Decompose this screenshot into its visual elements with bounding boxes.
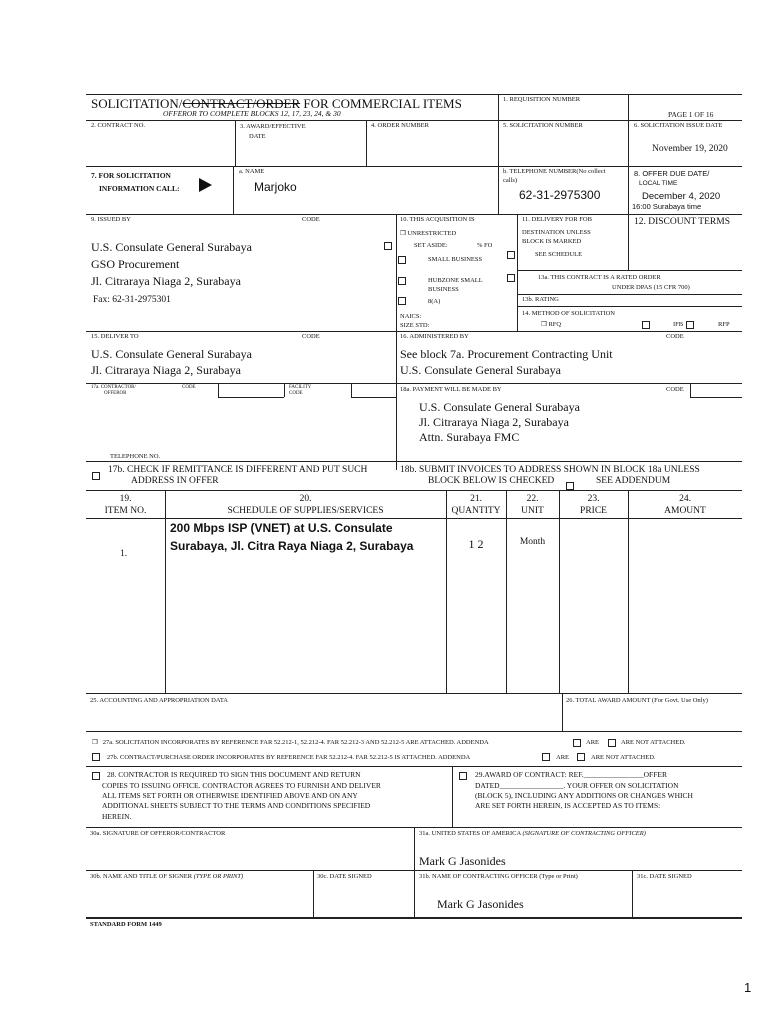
size-std-label: SIZE STD: <box>400 322 430 329</box>
see-schedule-label: SEE SCHEDULE <box>535 251 583 258</box>
item-number: 1. <box>120 549 128 559</box>
block-17a-code-label: CODE <box>182 385 196 390</box>
block-28-text-3: ALL ITEMS SET FORTH OR OTHERWISE IDENTIFIED ABOVE AND ON ANY <box>102 791 358 800</box>
block-11-label: 11. DELIVERY FOR FOB <box>522 216 592 223</box>
facility-code-label: FACILITY <box>289 385 312 390</box>
col-22-num: 22. <box>526 494 539 504</box>
deliver-to-line-2: Jl. Citraraya Niaga 2, Surabaya <box>91 363 241 377</box>
block-11-label-2: DESTINATION UNLESS <box>522 229 591 236</box>
hubzone-checkbox[interactable] <box>398 277 406 285</box>
8a-checkbox[interactable] <box>398 297 406 305</box>
27a-are-checkbox[interactable] <box>573 739 581 747</box>
block-30b-label: 30b. NAME AND TITLE OF SIGNER (TYPE OR PRINT) <box>90 873 244 880</box>
27a-are-label: ARE <box>586 739 599 746</box>
block-29-text-4: ARE SET FORTH HEREIN, IS ACCEPTED AS TO ITEMS: <box>475 801 661 810</box>
hubzone-label-2: BUSINESS <box>428 286 459 293</box>
col-24-num: 24. <box>679 494 691 504</box>
payment-by-line-2: Jl. Citraraya Niaga 2, Surabaya <box>419 415 569 429</box>
administered-by-line-1: See block 7a. Procurement Contracting Unit <box>400 347 613 361</box>
form-title: SOLICITATION/CONTRACT/ORDER FOR COMMERCIAL ITEMS <box>91 96 462 111</box>
naics-label: NAICS: <box>400 313 422 320</box>
block-18a-label: 18a. PAYMENT WILL BE MADE BY <box>400 386 502 393</box>
item-description-1: 200 Mbps ISP (VNET) at U.S. Consulate <box>170 521 393 535</box>
block-4-label: 4. ORDER NUMBER <box>371 122 429 129</box>
ifb-rfp-checkbox[interactable] <box>686 321 694 329</box>
block-10-label: 10. THIS ACQUISITION IS <box>400 216 475 223</box>
27a-are-not-checkbox[interactable] <box>608 739 616 747</box>
ifb-checkbox[interactable] <box>642 321 650 329</box>
col-21-num: 21. <box>470 494 482 504</box>
27b-checkbox[interactable] <box>92 753 100 761</box>
item-quantity: 1 2 <box>468 537 484 551</box>
block-28-text-2: COPIES TO ISSUING OFFICE. CONTRACTOR AGREES TO FURNISH AND DELIVER <box>102 781 381 790</box>
block-18a-code-label: CODE <box>666 386 684 393</box>
block-9-label: 9. ISSUED BY <box>91 216 131 223</box>
block-18b-text-2: BLOCK BELOW IS CHECKED <box>428 476 555 486</box>
8a-label: 8(A) <box>428 298 441 305</box>
issued-by-fax: Fax: 62-31-2975301 <box>93 295 171 305</box>
block-17b-text-2: ADDRESS IN OFFER <box>131 476 219 486</box>
block-7b-label-2: calls) <box>503 177 518 184</box>
block-16-code-label: CODE <box>666 333 684 340</box>
block-17a-label: 17a. CONTRACTOR/ <box>91 385 136 390</box>
block-3-label: 3. AWARD/EFFECTIVE <box>240 123 306 130</box>
issued-by-line-3: Jl. Citraraya Niaga 2, Surabaya <box>91 274 241 288</box>
block-28-checkbox[interactable] <box>92 772 100 780</box>
block-28-text-5: HEREIN. <box>102 812 132 821</box>
small-business-label: SMALL BUSINESS <box>428 256 483 263</box>
block-5-label: 5. SOLICITATION NUMBER <box>503 122 583 129</box>
block-31b-label: 31b. NAME OF CONTRACTING OFFICER (Type or Print) <box>419 873 578 880</box>
block-7a-label: a. NAME <box>239 168 265 175</box>
27a-are-not-label: ARE NOT ATTACHED. <box>621 739 686 746</box>
block-13a-label: 13a. THIS CONTRACT IS A RATED ORDER <box>538 274 661 281</box>
unrestricted-option[interactable]: ❒ UNRESTRICTED <box>400 230 457 237</box>
block-26-label: 26. TOTAL AWARD AMOUNT (For Govt. Use Only) <box>566 697 708 704</box>
form-subtitle: OFFEROR TO COMPLETE BLOCKS 12, 17, 23, 24, & 30 <box>163 109 341 118</box>
block-6-label: 6. SOLICITATION ISSUE DATE <box>634 122 723 129</box>
block-12-label: 12. DISCOUNT TERMS <box>634 217 730 227</box>
rated-order-checkbox[interactable] <box>507 274 515 282</box>
block-7-label: 7. FOR SOLICITATION <box>91 171 171 180</box>
block-15-code-label: CODE <box>302 333 320 340</box>
block-17a-label-2: OFFEROR <box>104 391 127 396</box>
contracting-officer-signature[interactable]: Mark G Jasonides <box>419 854 506 868</box>
block-8-label: 8. OFFER DUE DATE/ <box>634 169 710 178</box>
contact-telephone[interactable]: 62-31-2975300 <box>519 188 601 202</box>
col-23-num: 23. <box>587 494 600 504</box>
item-description-2: Surabaya, Jl. Citra Raya Niaga 2, Surabaya <box>170 539 414 553</box>
block-16-label: 16. ADMINISTERED BY <box>400 333 469 340</box>
block-15-label: 15. DELIVER TO <box>91 333 139 340</box>
block-17b-text: 17b. CHECK IF REMITTANCE IS DIFFERENT AND PUT SUCH <box>108 465 368 475</box>
hubzone-label: HUBZONE SMALL <box>428 277 483 284</box>
administered-by-line-2: U.S. Consulate General Surabaya <box>400 363 561 377</box>
issued-by-line-2: GSO Procurement <box>91 257 180 271</box>
col-24-label: AMOUNT <box>664 506 706 516</box>
block-27a: ❒ 27a. SOLICITATION INCORPORATES BY REFERENCE FAR 52.212-1, 52.212-4. FAR 52.212-3 AND 52.212-5 ARE ATTACHED. ADDENDA <box>92 739 489 746</box>
block-29-checkbox[interactable] <box>459 772 467 780</box>
offer-due-time[interactable]: 16:00 Surabaya time <box>632 202 702 211</box>
col-20-num: 20. <box>299 494 312 504</box>
block-14-label: 14. METHOD OF SOLICITATION <box>522 310 616 317</box>
block-29-text-2: DATED_________________. YOUR OFFER ON SOLICITATION <box>475 781 679 790</box>
col-21-label: QUANTITY <box>451 506 501 516</box>
block-8-label-2: LOCAL TIME <box>639 180 678 187</box>
set-aside-checkbox[interactable] <box>384 242 392 250</box>
block-31a-label: 31a. UNITED STATES OF AMERICA (SIGNATURE OF CONTRACTING OFFICER) <box>419 830 646 837</box>
delivery-fob-checkbox[interactable] <box>507 251 515 259</box>
ifb-label: IFB <box>673 321 684 328</box>
block-29-text-1: 29.AWARD OF CONTRACT: REF.________________OFFER <box>475 770 667 779</box>
block-18b-text-3: SEE ADDENDUM <box>596 476 671 486</box>
offer-due-date[interactable]: December 4, 2020 <box>642 191 721 202</box>
telephone-label: TELEPHONE NO. <box>110 453 161 460</box>
col-19-label: ITEM NO. <box>104 506 147 516</box>
rfq-option[interactable]: ❒ RFQ <box>541 321 562 328</box>
block-30a-label: 30a. SIGNATURE OF OFFEROR/CONTRACTOR <box>90 830 226 837</box>
block-25-label: 25. ACCOUNTING AND APPROPRIATION DATA <box>90 697 228 704</box>
rfp-label: RFP <box>718 321 730 328</box>
facility-code-label-2: CODE <box>289 391 303 396</box>
block-28-text-1: 28. CONTRACTOR IS REQUIRED TO SIGN THIS DOCUMENT AND RETURN <box>107 770 361 779</box>
block-1-label: 1. REQUISITION NUMBER <box>503 96 581 103</box>
issued-by-line-1: U.S. Consulate General Surabaya <box>91 240 252 254</box>
set-aside-pct: % FO <box>477 242 493 249</box>
solicitation-issue-date[interactable]: November 19, 2020 <box>652 144 728 154</box>
block-13a-label-2: UNDER DPAS (15 CFR 700) <box>612 284 690 291</box>
27b-are-not-checkbox[interactable] <box>577 753 585 761</box>
contracting-officer-name[interactable]: Mark G Jasonides <box>437 897 524 911</box>
payment-by-line-3: Attn. Surabaya FMC <box>419 430 520 444</box>
col-23-label: PRICE <box>580 506 607 516</box>
block-31c-label: 31c. DATE SIGNED <box>637 873 692 880</box>
block-18b-text: 18b. SUBMIT INVOICES TO ADDRESS SHOWN IN BLOCK 18a UNLESS <box>400 465 700 475</box>
block-3-label-2: DATE <box>249 133 266 140</box>
small-business-checkbox[interactable] <box>398 256 406 264</box>
block-27b: 27b. CONTRACT/PURCHASE ORDER INCORPORATES BY REFERENCE FAR 52.212-4. FAR 52.212-5 IS ATTACHED. ADDENDA <box>107 754 471 761</box>
col-19-num: 19. <box>119 494 132 504</box>
27b-are-checkbox[interactable] <box>542 753 550 761</box>
block-28-text-4: ADDITIONAL SHEETS SUBJECT TO THE TERMS AND CONDITIONS SPECIFIED <box>102 801 371 810</box>
block-30c-label: 30c. DATE SIGNED <box>317 873 372 880</box>
col-20-label: SCHEDULE OF SUPPLIES/SERVICES <box>227 506 384 516</box>
set-aside-label: SET ASIDE: <box>414 242 448 249</box>
block-7b-label: b. TELEPHONE NUMBER(No collect <box>503 168 606 175</box>
col-22-label: UNIT <box>521 506 544 516</box>
arrow-right-icon <box>199 178 212 192</box>
page-of: PAGE 1 OF 16 <box>668 110 714 119</box>
block-29-text-3: (BLOCK 5), INCLUDING ANY ADDITIONS OR CHANGES WHICH <box>475 791 693 800</box>
block-7-label-2: INFORMATION CALL: <box>99 184 180 193</box>
payment-by-line-1: U.S. Consulate General Surabaya <box>419 400 580 414</box>
block-9-code-label: CODE <box>302 216 320 223</box>
item-unit: Month <box>519 537 546 547</box>
27b-are-label: ARE <box>556 754 569 761</box>
page-number: 1 <box>744 980 752 995</box>
27b-are-not-label: ARE NOT ATTACHED. <box>591 754 656 761</box>
block-2-label: 2. CONTRACT NO. <box>91 122 146 129</box>
form-number: STANDARD FORM 1449 <box>90 921 162 928</box>
block-13b-label: 13b. RATING <box>522 296 559 303</box>
contact-name[interactable]: Marjoko <box>254 180 297 194</box>
see-addendum-checkbox[interactable] <box>566 482 574 490</box>
remittance-checkbox[interactable] <box>92 472 100 480</box>
deliver-to-line-1: U.S. Consulate General Surabaya <box>91 347 252 361</box>
block-11-label-3: BLOCK IS MARKED <box>522 238 582 245</box>
